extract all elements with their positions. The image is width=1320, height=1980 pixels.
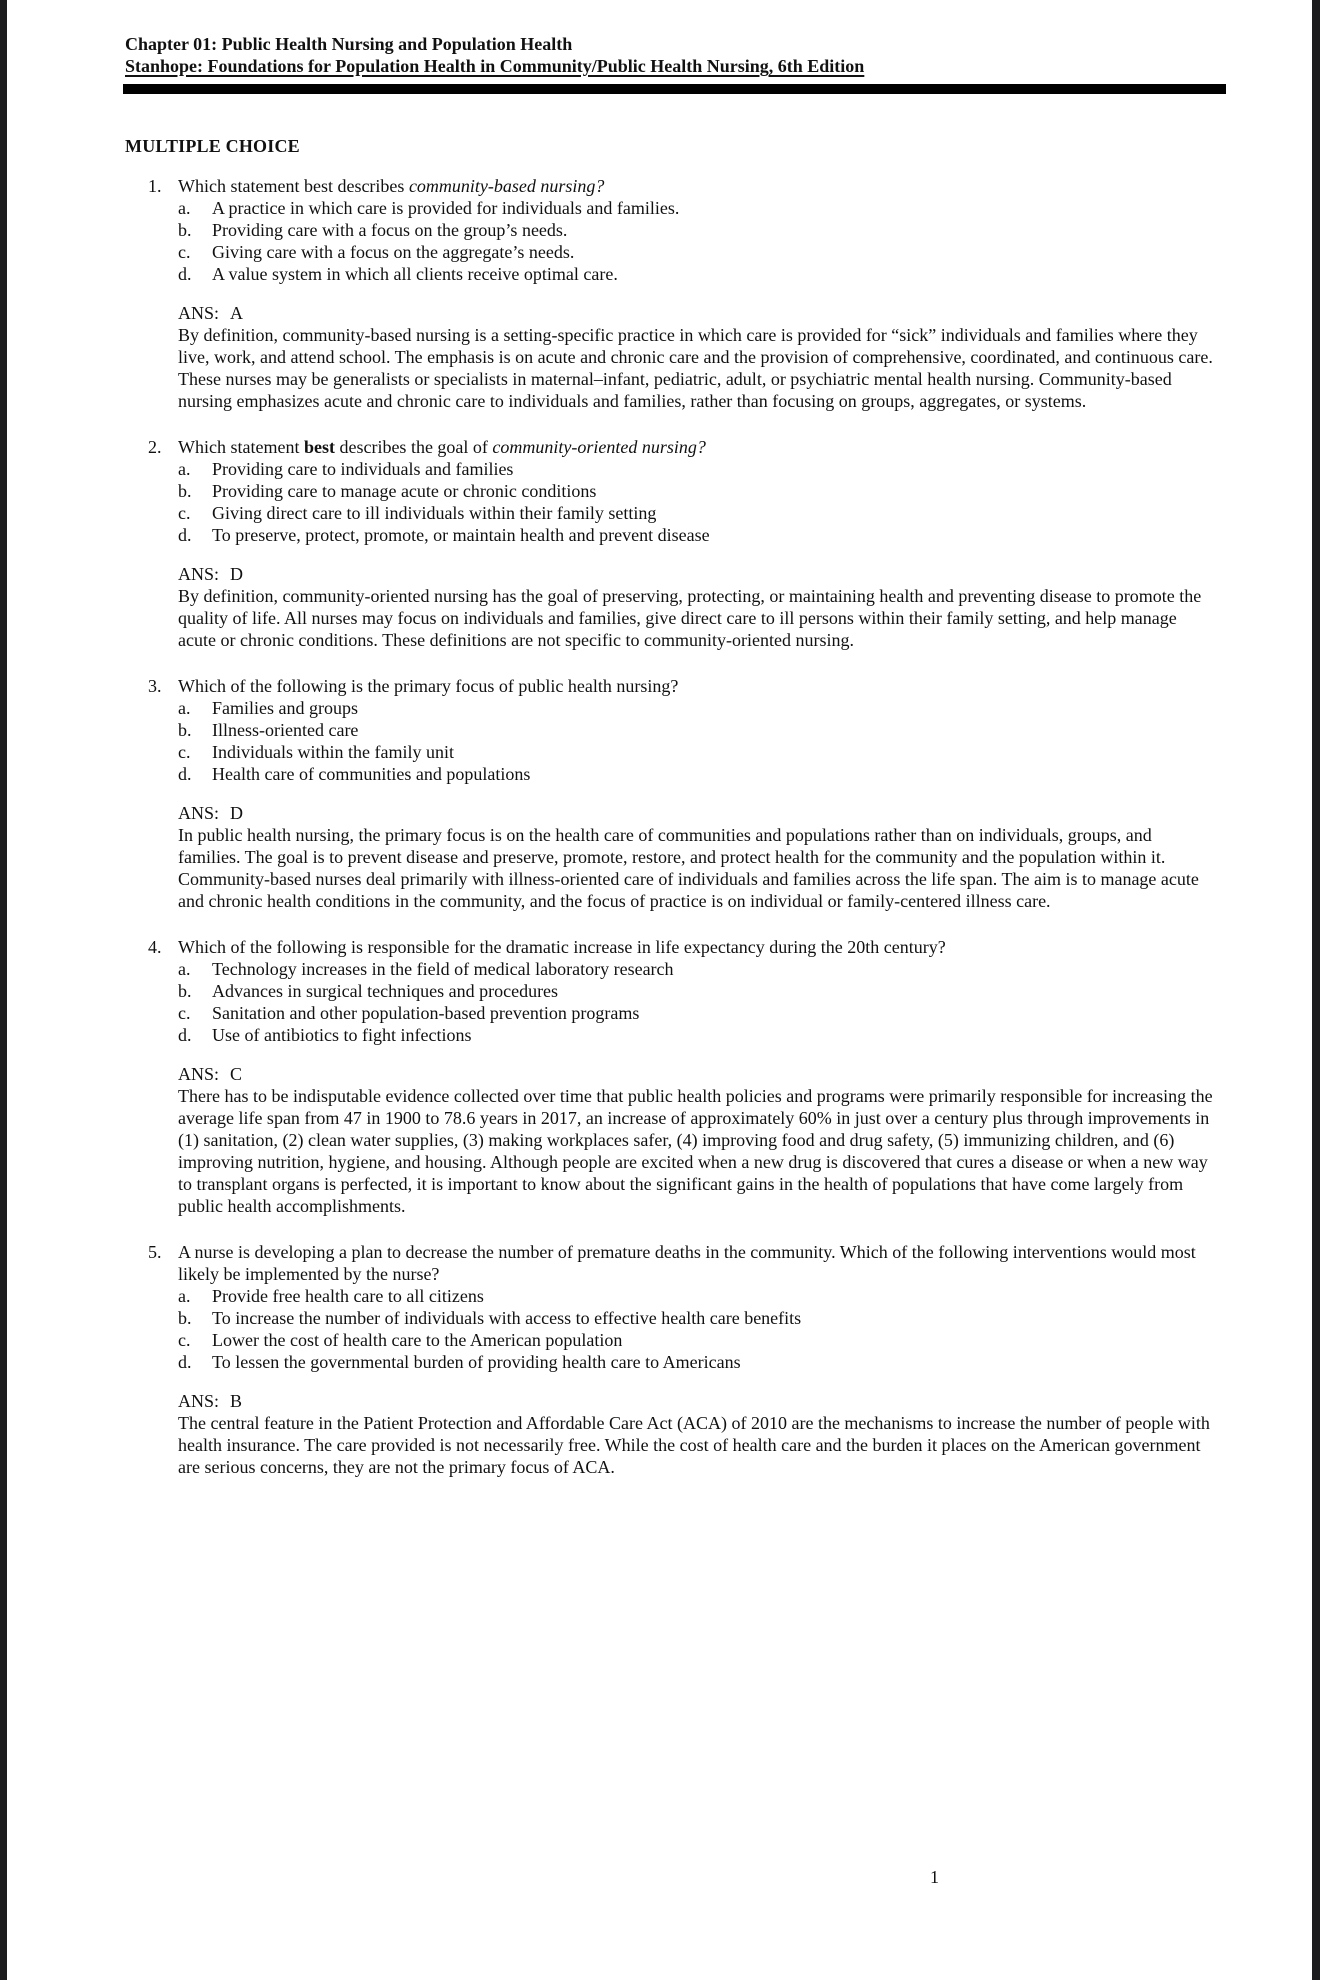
- option-letter: a.: [178, 459, 191, 479]
- option-row: [178, 263, 1218, 285]
- option-text: A value system in which all clients receive optimal care.: [212, 264, 618, 284]
- question-number: 5.: [148, 1242, 162, 1262]
- option-row: [178, 524, 1218, 546]
- option-row: [178, 980, 1218, 1002]
- page-number: 1: [930, 1867, 939, 1887]
- option-row: [178, 719, 1218, 741]
- question-block: [148, 675, 1218, 912]
- option-text: Providing care to manage acute or chronic conditions: [212, 481, 597, 501]
- option-row: [178, 458, 1218, 480]
- option-row: [178, 1002, 1218, 1024]
- chapter-title: Chapter 01: Public Health Nursing and Population Health: [125, 34, 573, 54]
- answer-options: [178, 1285, 1218, 1373]
- stem-segment: Which of the following is the primary focus of public health nursing?: [178, 676, 679, 696]
- option-letter: b.: [178, 720, 192, 740]
- option-letter: c.: [178, 1003, 191, 1023]
- question-block: [148, 175, 1218, 412]
- option-row: [178, 1307, 1218, 1329]
- answer-line: [178, 1390, 1218, 1412]
- option-text: Sanitation and other population-based prevention programs: [212, 1003, 640, 1023]
- question-stem: [178, 175, 1218, 197]
- answer-options: [178, 197, 1218, 285]
- option-letter: c.: [178, 1330, 191, 1350]
- option-text: Lower the cost of health care to the American population: [212, 1330, 623, 1350]
- document-page: [125, 33, 1229, 1478]
- option-letter: c.: [178, 503, 191, 523]
- question-stem: [178, 675, 1218, 697]
- option-text: Health care of communities and populations: [212, 764, 531, 784]
- option-letter: a.: [178, 959, 191, 979]
- option-row: [178, 741, 1218, 763]
- option-row: [178, 763, 1218, 785]
- option-text: A practice in which care is provided for individuals and families.: [212, 198, 680, 218]
- option-row: [178, 1329, 1218, 1351]
- question-number: 1.: [148, 176, 162, 196]
- question-number: 3.: [148, 676, 162, 696]
- option-letter: a.: [178, 1286, 191, 1306]
- answer-line: [178, 563, 1218, 585]
- answer-line: [178, 1063, 1218, 1085]
- answer-letter: A: [230, 303, 244, 323]
- answer-label: ANS:: [178, 564, 220, 584]
- option-letter: d.: [178, 764, 192, 784]
- option-text: Advances in surgical techniques and procedures: [212, 981, 559, 1001]
- page-left-border: [0, 0, 7, 1980]
- option-text: Individuals within the family unit: [212, 742, 454, 762]
- option-text: Giving direct care to ill individuals within their family setting: [212, 503, 657, 523]
- stem-segment: best: [303, 437, 335, 457]
- answer-label: ANS:: [178, 803, 220, 823]
- stem-segment: describes the goal of: [334, 437, 493, 457]
- option-letter: d.: [178, 264, 192, 284]
- book-title: Stanhope: Foundations for Population Health in Community/Public Health Nursing, 6th Edition: [125, 56, 865, 76]
- option-row: [178, 219, 1218, 241]
- answer-letter: C: [230, 1064, 243, 1084]
- question-stem: [178, 1241, 1218, 1285]
- option-letter: a.: [178, 198, 191, 218]
- answer-feedback: By definition, community-oriented nursing has the goal of preserving, protecting, or maintaining health and preventing disease to promote the quality of life. All nurses may focus on individuals and families, give direct care to ill persons within their family setting, and help manage acute or chronic conditions. These definitions are not specific to community-oriented nursing.: [178, 586, 1202, 650]
- option-letter: b.: [178, 981, 192, 1001]
- question-list: [125, 175, 1229, 1478]
- question-stem: [178, 436, 1218, 458]
- question-number: 4.: [148, 937, 162, 957]
- stem-segment: Which statement best describes: [178, 176, 409, 196]
- answer-line: [178, 302, 1218, 324]
- option-letter: b.: [178, 220, 192, 240]
- option-text: To lessen the governmental burden of providing health care to Americans: [212, 1352, 741, 1372]
- option-text: Illness-oriented care: [212, 720, 359, 740]
- section-heading: MULTIPLE CHOICE: [125, 136, 300, 156]
- answer-letter: D: [230, 564, 244, 584]
- answer-label: ANS:: [178, 1391, 220, 1411]
- answer-label: ANS:: [178, 1064, 220, 1084]
- stem-segment: community-based nursing?: [408, 176, 605, 196]
- option-row: [178, 197, 1218, 219]
- option-letter: c.: [178, 242, 191, 262]
- stem-segment: Which of the following is responsible for the dramatic increase in life expectancy during the 20th century?: [178, 937, 946, 957]
- option-text: Providing care with a focus on the group’s needs.: [212, 220, 568, 240]
- option-row: [178, 480, 1218, 502]
- option-text: To increase the number of individuals with access to effective health care benefits: [212, 1308, 802, 1328]
- answer-options: [178, 697, 1218, 785]
- option-text: Provide free health care to all citizens: [212, 1286, 484, 1306]
- document-header: [125, 33, 1229, 94]
- header-rule: [123, 84, 1226, 94]
- answer-feedback: The central feature in the Patient Protection and Affordable Care Act (ACA) of 2010 are the mechanisms to increase the number of people with health insurance. The care provided is not necessarily free. While the cost of health care and the burden it places on the American government are serious concerns, they are not the primary focus of ACA.: [178, 1413, 1210, 1477]
- answer-feedback: There has to be indisputable evidence collected over time that public health policies and programs were primarily responsible for increasing the average life span from 47 in 1900 to 78.6 years in 2017, an increase of approximately 60% in just over a century plus through improvements in (1) sanitation, (2) clean water supplies, (3) making workplaces safer, (4) improving food and drug safety, (5) immunizing children, and (6) improving nutrition, hygiene, and housing. Although people are excited when a new drug is discovered that cures a disease or when a new way to transplant organs is perfected, it is important to know about the significant gains in the health of populations that have come largely from public health accomplishments.: [178, 1086, 1213, 1216]
- answer-options: [178, 958, 1218, 1046]
- option-letter: a.: [178, 698, 191, 718]
- answer-feedback: In public health nursing, the primary focus is on the health care of communities and populations rather than on individuals, groups, and families. The goal is to prevent disease and preserve, promote, restore, and protect health for the community and the population within it. Community-based nurses deal primarily with illness-oriented care of individuals and families across the life span. The aim is to manage acute and chronic health conditions in the community, and the focus of practice is on individual or family-centered illness care.: [178, 825, 1199, 911]
- answer-label: ANS:: [178, 303, 220, 323]
- option-row: [178, 697, 1218, 719]
- option-row: [178, 1351, 1218, 1373]
- answer-options: [178, 458, 1218, 546]
- answer-letter: D: [230, 803, 244, 823]
- option-text: To preserve, protect, promote, or maintain health and prevent disease: [212, 525, 710, 545]
- option-text: Technology increases in the field of medical laboratory research: [212, 959, 674, 979]
- stem-segment: Which statement: [178, 437, 304, 457]
- page-right-border: [1312, 0, 1320, 1980]
- option-letter: b.: [178, 481, 192, 501]
- question-stem: [178, 936, 1218, 958]
- stem-segment: community-oriented nursing?: [492, 437, 706, 457]
- question-block: [148, 936, 1218, 1217]
- option-row: [178, 502, 1218, 524]
- option-letter: b.: [178, 1308, 192, 1328]
- option-text: Families and groups: [212, 698, 358, 718]
- option-row: [178, 1024, 1218, 1046]
- option-row: [178, 958, 1218, 980]
- stem-segment: A nurse is developing a plan to decrease the number of premature deaths in the community. Which of the following interventions would most likely be implemented by the nurse?: [178, 1242, 1196, 1284]
- question-block: [148, 1241, 1218, 1478]
- question-number: 2.: [148, 437, 162, 457]
- option-row: [178, 241, 1218, 263]
- option-row: [178, 1285, 1218, 1307]
- option-text: Use of antibiotics to fight infections: [212, 1025, 472, 1045]
- option-letter: d.: [178, 525, 192, 545]
- answer-letter: B: [230, 1391, 243, 1411]
- question-block: [148, 436, 1218, 651]
- option-letter: d.: [178, 1025, 192, 1045]
- option-letter: d.: [178, 1352, 192, 1372]
- answer-line: [178, 802, 1218, 824]
- option-letter: c.: [178, 742, 191, 762]
- option-text: Giving care with a focus on the aggregate’s needs.: [212, 242, 575, 262]
- answer-feedback: By definition, community-based nursing is a setting-specific practice in which care is provided for “sick” individuals and families where they live, work, and attend school. The emphasis is on acute and chronic care and the provision of comprehensive, coordinated, and continuous care. These nurses may be generalists or specialists in maternal–infant, pediatric, adult, or psychiatric mental health nursing. Community-based nursing emphasizes acute and chronic care to individuals and families, rather than focusing on groups, aggregates, or systems.: [178, 325, 1213, 411]
- option-text: Providing care to individuals and families: [212, 459, 514, 479]
